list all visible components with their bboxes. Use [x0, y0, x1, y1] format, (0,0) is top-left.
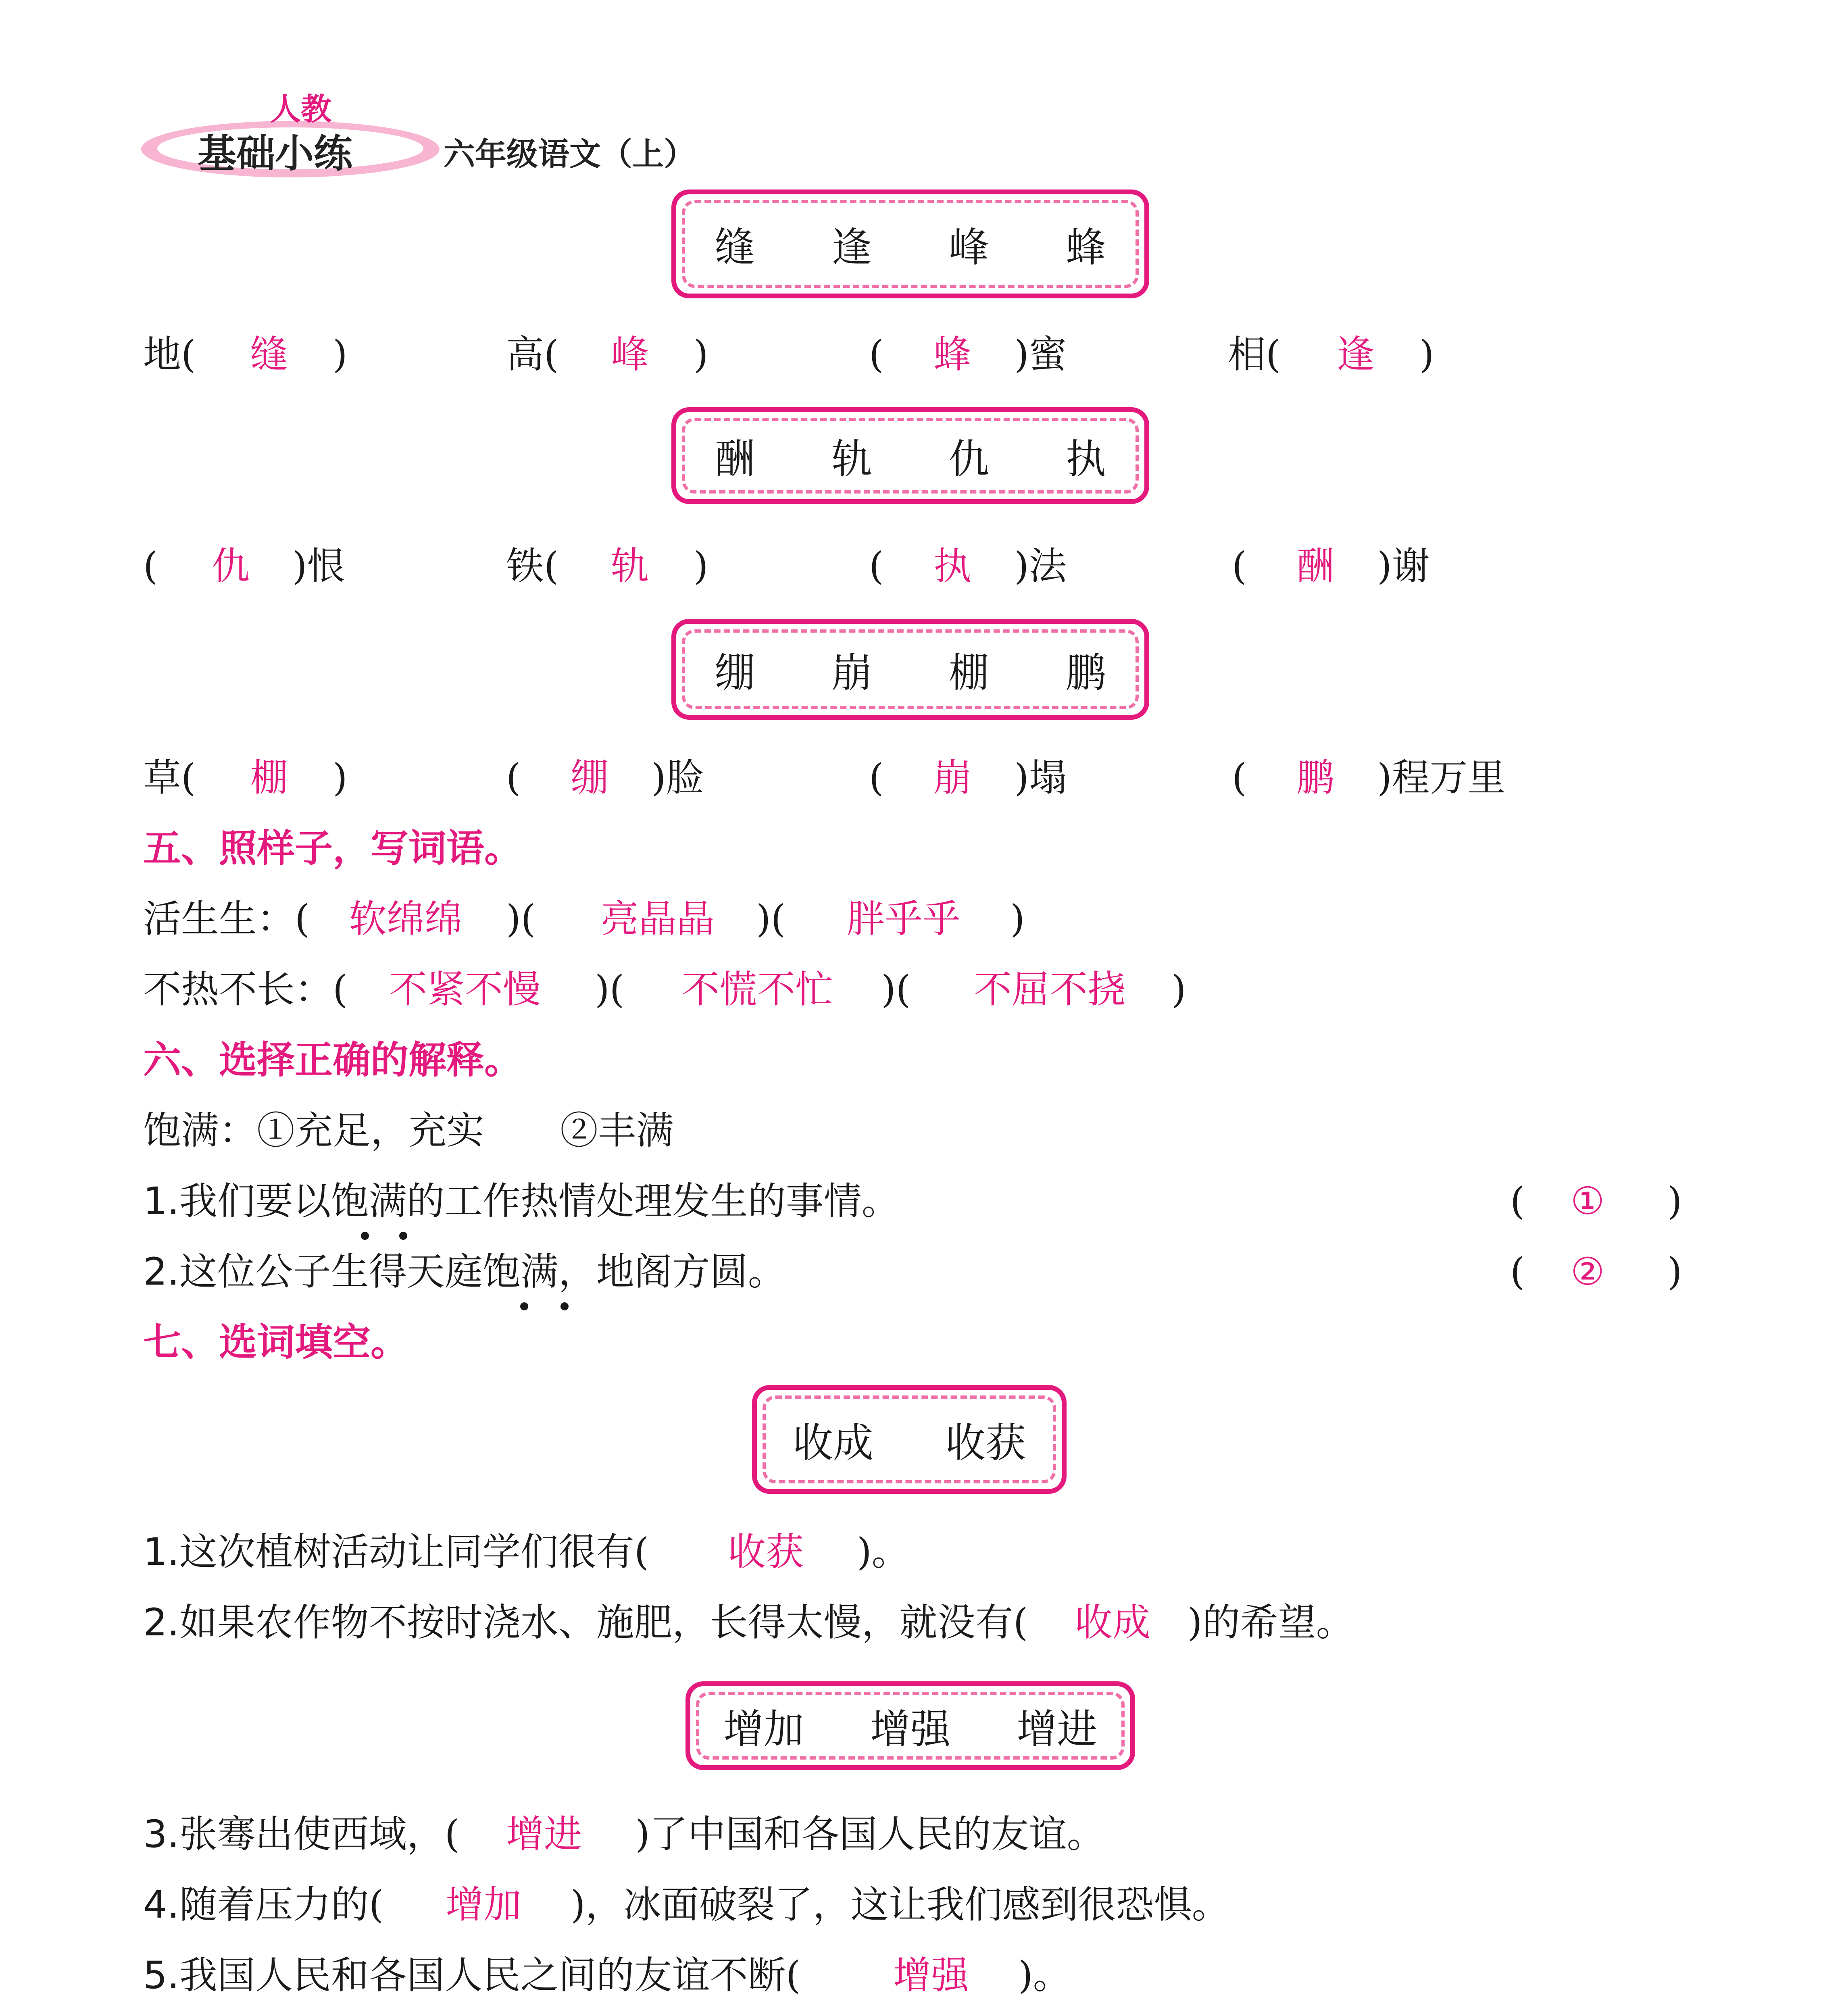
question-after: )。 [857, 1530, 910, 1574]
box-char: 棚 [946, 640, 992, 698]
fill-question-4 [143, 1881, 1675, 1929]
box-char: 逢 [829, 215, 874, 273]
char-box-3 [671, 619, 1149, 720]
answer: 收获 [728, 1530, 804, 1574]
suffix: ) [694, 544, 708, 588]
prefix: ( [869, 756, 884, 800]
suffix: ) [333, 756, 348, 800]
prefix: ( [869, 333, 884, 377]
suffix: )蜜 [1014, 333, 1067, 377]
page-header [137, 85, 742, 181]
answer: 轨 [611, 544, 649, 588]
suffix: )谢 [1377, 544, 1430, 588]
section-title-7: 七、选词填空。 [143, 1320, 409, 1364]
word-box-2 [685, 1681, 1135, 1770]
box-char: 仇 [946, 427, 992, 485]
fill-question-5 [143, 1951, 1675, 2000]
fill-question-2 [143, 1599, 1675, 1647]
box-word: 增强 [867, 1697, 953, 1755]
answer: 绷 [571, 756, 609, 800]
suffix: ) [333, 333, 348, 377]
answer: 增进 [506, 1812, 582, 1856]
answer: 逢 [1337, 333, 1375, 377]
emphasis-dot [361, 1232, 369, 1240]
example-row-1: 活生生：( 软绵绵 )( 亮晶晶 )( 胖乎乎 ) [143, 897, 1025, 941]
prefix: 草( [143, 756, 196, 800]
fill-row-3 [143, 754, 1675, 802]
answer: 蜂 [933, 333, 972, 377]
prefix: ( [1232, 544, 1247, 588]
prefix: 铁( [506, 544, 559, 588]
box-char: 峰 [946, 215, 992, 273]
answer: 酬 [1296, 544, 1335, 588]
word-box-1 [752, 1385, 1067, 1494]
suffix: )法 [1014, 544, 1067, 588]
suffix: )塌 [1014, 756, 1067, 800]
question-before: 我国人民和各国人民之间的友谊不断( [179, 1954, 801, 1997]
question-before: 张骞出使西域，( [179, 1812, 460, 1856]
box-word: 收成 [790, 1410, 876, 1468]
answer: 胖乎乎 [847, 897, 961, 941]
question-number: 2. [143, 1601, 179, 1645]
box-char: 缝 [712, 215, 757, 273]
suffix: )程万里 [1377, 756, 1506, 800]
answer: 缝 [250, 333, 288, 377]
question-after: )，冰面破裂了，这让我们感到很恐惧。 [571, 1883, 1230, 1927]
emphasis-dot [399, 1232, 407, 1240]
question-number: 2. [143, 1250, 179, 1294]
question-number: 1. [143, 1179, 179, 1223]
fill-question-1 [143, 1528, 1675, 1577]
emphasis-dot [560, 1302, 569, 1310]
prefix: ( [1232, 756, 1247, 800]
grade-title: 六年级语文（上） [444, 136, 696, 173]
answer: 不慌不忙 [681, 968, 833, 1012]
suffix: )恨 [292, 544, 345, 588]
box-word: 增加 [721, 1697, 806, 1755]
prefix: 高( [506, 333, 559, 377]
answer: 仇 [212, 544, 250, 588]
question-number: 1. [143, 1530, 179, 1574]
question-text: 我们要以饱满的工作热情处理发生的事情。 [179, 1179, 900, 1223]
answer: 峰 [611, 333, 649, 377]
box-char: 鹏 [1063, 640, 1108, 698]
answer: 增强 [893, 1954, 969, 1997]
box-char: 崩 [829, 640, 874, 698]
answer: ① [1571, 1179, 1605, 1223]
prefix: ( [869, 544, 884, 588]
question-after: )的希望。 [1188, 1601, 1354, 1645]
definition: 饱满：①充足，充实 ②丰满 [143, 1109, 674, 1153]
question-after: )。 [1018, 1954, 1071, 1997]
choice-question-1: 1.我们要以饱满的工作热情处理发生的事情。 ( ① ) [143, 1179, 1682, 1223]
answer: 棚 [250, 756, 288, 800]
choice-question-2: 2.这位公子生得天庭饱满，地阁方圆。 ( ② ) [143, 1250, 1682, 1294]
section-title-5: 五、照样子，写词语。 [143, 827, 523, 871]
question-after: )了中国和各国人民的友谊。 [635, 1812, 1105, 1856]
answer: 增加 [446, 1883, 522, 1927]
question-before: 这次植树活动让同学们很有( [179, 1530, 649, 1574]
answer: 软绵绵 [349, 897, 463, 941]
section-title-6: 六、选择正确的解释。 [143, 1038, 523, 1082]
question-before: 如果农作物不按时浇水、施肥，长得太慢，就没有( [179, 1601, 1028, 1645]
emphasis-dot [520, 1302, 528, 1310]
question-before: 随着压力的( [179, 1883, 384, 1927]
suffix: )脸 [651, 756, 704, 800]
suffix: ) [1419, 333, 1434, 377]
char-box-1 [671, 190, 1149, 298]
question-text: 这位公子生得天庭饱满，地阁方圆。 [179, 1250, 786, 1294]
fill-row-1 [143, 331, 1675, 379]
answer: 鹏 [1296, 756, 1335, 800]
row-label: 活生生：( [143, 897, 310, 941]
question-number: 3. [143, 1812, 179, 1856]
fill-row-2 [143, 542, 1675, 591]
prefix: ( [143, 544, 158, 588]
suffix: ) [694, 333, 708, 377]
publisher-label: 人教 [270, 91, 331, 127]
box-char: 绷 [712, 640, 757, 698]
answer: 不紧不慢 [389, 968, 541, 1012]
box-word: 收获 [943, 1410, 1028, 1468]
box-char: 轨 [829, 427, 874, 485]
prefix: 地( [143, 333, 196, 377]
answer: ② [1571, 1250, 1605, 1294]
box-char: 酬 [712, 427, 757, 485]
question-number: 5. [143, 1954, 179, 1997]
prefix: ( [506, 756, 521, 800]
prefix: 相( [1228, 333, 1281, 377]
answer: 不屈不挠 [974, 968, 1126, 1012]
answer: 执 [933, 544, 972, 588]
char-box-2 [671, 407, 1149, 504]
fill-question-3 [143, 1810, 1675, 1859]
row-label: 不热不长：( [143, 968, 348, 1012]
example-row-2: 不热不长：( 不紧不慢 )( 不慌不忙 )( 不屈不挠 ) [143, 968, 1186, 1012]
box-word: 增进 [1014, 1697, 1100, 1755]
box-char: 蜂 [1063, 215, 1108, 273]
answer: 收成 [1075, 1601, 1151, 1645]
question-number: 4. [143, 1883, 179, 1927]
answer: 崩 [933, 756, 972, 800]
answer: 亮晶晶 [601, 897, 715, 941]
series-title: 基础小练 [198, 131, 352, 176]
box-char: 执 [1063, 427, 1108, 485]
